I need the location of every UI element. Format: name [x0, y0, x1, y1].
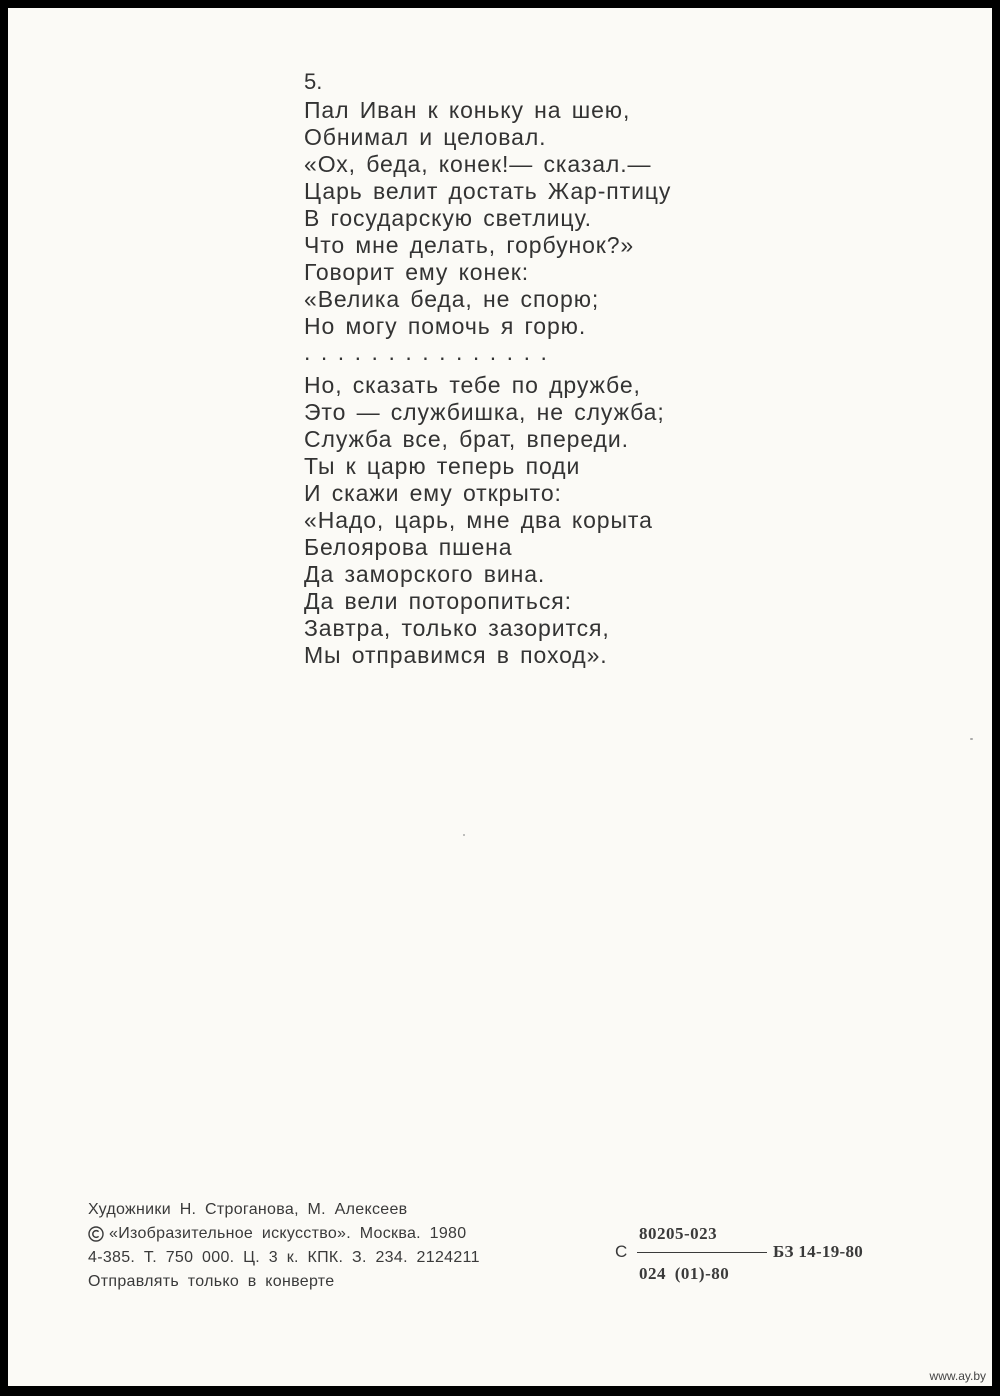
- paper-speck: [463, 834, 465, 836]
- poem-line: Да вели поторопиться:: [304, 588, 572, 614]
- poem-line: Мы отправимся в поход».: [304, 642, 608, 668]
- publisher-credit: «Изобразительное искусство». Москва. 1980: [109, 1225, 467, 1242]
- poem-line: «Надо, царь, мне два корыта: [304, 507, 653, 533]
- index-numerator: 80205-023: [639, 1224, 718, 1243]
- stanza-1: [304, 97, 764, 340]
- poem-line: Говорит ему конек:: [304, 259, 530, 285]
- poem-line: Но, сказать тебе по дружбе,: [304, 372, 641, 398]
- poem-line: Пал Иван к коньку на шею,: [304, 97, 631, 123]
- poem-line: И скажи ему открыто:: [304, 480, 562, 506]
- index-denominator: 024 (01)-80: [639, 1264, 730, 1283]
- poem-line: Царь велит достать Жар-птицу: [304, 178, 672, 204]
- poem-block: [304, 71, 764, 669]
- mailing-note: Отправлять только в конверте: [88, 1273, 335, 1290]
- stanza-2: [304, 372, 764, 669]
- poem-line: «Велика беда, не спорю;: [304, 286, 600, 312]
- fraction-bar: [637, 1252, 767, 1253]
- poem-line: В государскую светлицу.: [304, 205, 592, 231]
- catalog-index: [615, 1224, 905, 1294]
- poem-line: Да заморского вина.: [304, 561, 546, 587]
- poem-line: Но могу помочь я горю.: [304, 313, 587, 339]
- poem-line: Ты к царю теперь поди: [304, 453, 581, 479]
- watermark: www.ay.by: [929, 1369, 986, 1383]
- ellipsis-separator: ...............: [304, 339, 558, 365]
- credits-block: [88, 1198, 618, 1294]
- poem-line: «Ох, беда, конек!— сказал.—: [304, 151, 652, 177]
- poem-number: 5.: [304, 69, 323, 94]
- print-info: 4-385. Т. 750 000. Ц. 3 к. КПК. З. 234. 2124211: [88, 1249, 480, 1266]
- poem-line: Обнимал и целовал.: [304, 124, 547, 150]
- index-prefix: С: [615, 1242, 628, 1261]
- publisher-line: [88, 1222, 618, 1246]
- poem-line: Служба все, брат, впереди.: [304, 426, 629, 452]
- copyright-icon: [88, 1226, 104, 1242]
- poem-line: Что мне делать, горбунок?»: [304, 232, 635, 258]
- paper-speck: [970, 738, 973, 740]
- poem-line: Завтра, только зазорится,: [304, 615, 610, 641]
- poem-line: Это — службишка, не служба;: [304, 399, 665, 425]
- poem-line: Белоярова пшена: [304, 534, 513, 560]
- postcard-back: [8, 8, 992, 1386]
- index-code: БЗ 14-19-80: [773, 1242, 864, 1261]
- artists-credit: Художники Н. Строганова, М. Алексеев: [88, 1201, 408, 1218]
